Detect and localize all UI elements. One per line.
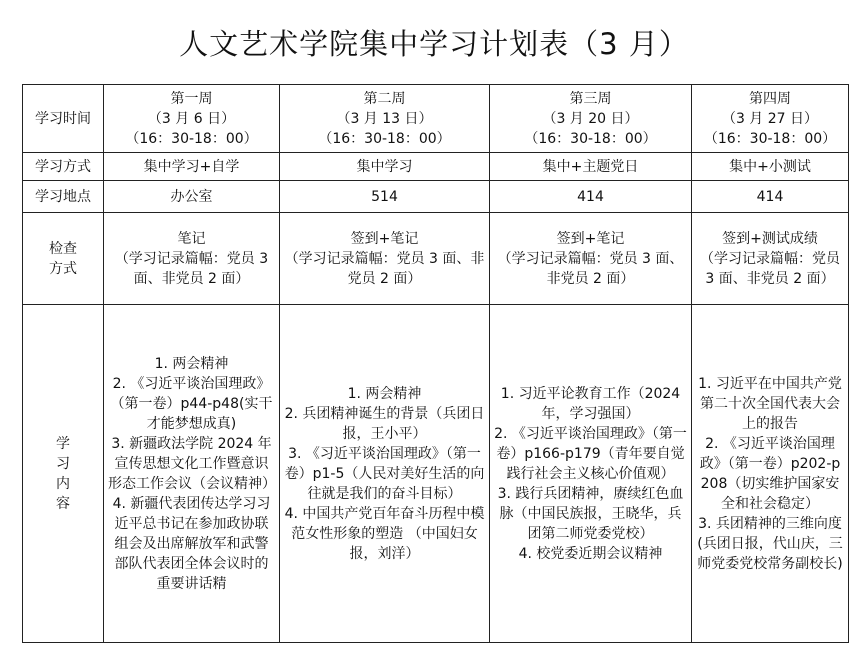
week-3-check-note: （学习记录篇幅：党员 3 面、非党员 2 面） [497, 250, 684, 287]
label-check-line-2: 方式 [49, 260, 77, 277]
week-2-content [280, 305, 490, 643]
week-4-content [692, 305, 849, 643]
label-check-line-1: 检查 [49, 240, 77, 257]
week-2-content-item-3: 3. 《习近平谈治国理政》（第一卷）p1-5（人民对美好生活的向往就是我们的奋斗目标） [284, 445, 485, 502]
week-2-method: 集中学习 [280, 153, 490, 181]
week-4-date: （3 月 27 日） [721, 110, 819, 127]
week-1-content-item-3: 3. 新疆政法学院 2024 年宣传思想文化工作暨意识形态工作会议（会议精神） [108, 435, 276, 492]
week-4-content-item-2: 2. 《习近平谈治国理政》（第一卷）p202-p208（切实维护国家安全和社会稳定） [699, 435, 841, 512]
week-3-content [490, 305, 692, 643]
week-1-place: 办公室 [104, 181, 280, 213]
label-content-char-1: 学 [56, 435, 70, 452]
week-2-content-item-1: 1. 两会精神 [347, 385, 422, 402]
row-place [23, 181, 849, 213]
week-1-check [104, 213, 280, 305]
label-method: 学习方式 [23, 153, 104, 181]
week-3-method: 集中+主题党日 [490, 153, 692, 181]
week-2-check-type: 签到+笔记 [350, 230, 419, 247]
week-2-check [280, 213, 490, 305]
week-4-place: 414 [692, 181, 849, 213]
week-2-name: 第二周 [363, 90, 406, 107]
week-1-head [104, 85, 280, 153]
week-4-time: （16：30-18：00） [703, 130, 837, 147]
week-4-check [692, 213, 849, 305]
label-content-char-4: 容 [56, 495, 70, 512]
study-plan-table [22, 84, 849, 643]
row-method [23, 153, 849, 181]
week-3-place: 414 [490, 181, 692, 213]
week-3-time: （16：30-18：00） [524, 130, 657, 147]
row-content [23, 305, 849, 643]
row-time [23, 85, 849, 153]
week-1-method: 集中学习+自学 [104, 153, 280, 181]
week-4-content-item-1: 1. 习近平在中国共产党第二十次全国代表大会上的报告 [698, 375, 842, 432]
week-1-content-item-2: 2. 《习近平谈治国理政》（第一卷）p44-p48(实干才能梦想成真) [110, 375, 273, 432]
week-3-name: 第三周 [569, 90, 612, 107]
week-1-name: 第一周 [170, 90, 213, 107]
week-2-content-item-4: 4. 中国共产党百年奋斗历程中模范女性形象的塑造 （中国妇女报，刘洋） [284, 505, 485, 562]
label-time: 学习时间 [23, 85, 104, 153]
week-2-place: 514 [280, 181, 490, 213]
week-3-content-item-2: 2. 《习近平谈治国理政》（第一卷）p166-p179（青年要自觉践行社会主义核心价值观） [494, 425, 687, 482]
week-4-head [692, 85, 849, 153]
week-3-content-item-1: 1. 习近平论教育工作（2024 年，学习强国） [500, 385, 681, 422]
week-3-check-type: 签到+笔记 [556, 230, 625, 247]
label-check [23, 213, 104, 305]
week-1-content-item-1: 1. 两会精神 [154, 355, 229, 372]
week-2-check-note: （学习记录篇幅：党员 3 面、非党员 2 面） [284, 250, 485, 287]
week-3-head [490, 85, 692, 153]
week-1-check-type: 笔记 [177, 230, 206, 247]
week-4-check-type: 签到+测试成绩 [722, 230, 818, 247]
week-3-date: （3 月 20 日） [542, 110, 639, 127]
week-1-date: （3 月 6 日） [147, 110, 236, 127]
week-4-content-item-3: 3. 兵团精神的三维向度(兵团日报，代山庆，三师党委党校常务副校长) [697, 515, 843, 572]
week-1-check-note: （学习记录篇幅：党员 3 面、非党员 2 面） [114, 250, 269, 287]
label-content-char-3: 内 [56, 475, 70, 492]
week-4-method: 集中+小测试 [692, 153, 849, 181]
week-1-content [104, 305, 280, 643]
week-1-content-item-4: 4. 新疆代表团传达学习习近平总书记在参加政协联组会及出席解放军和武警部队代表团全体会议时的重要讲话精 [112, 495, 271, 592]
week-2-content-item-2: 2. 兵团精神诞生的背景（兵团日报，王小平） [284, 405, 485, 442]
week-1-time: （16：30-18：00） [125, 130, 258, 147]
week-3-check [490, 213, 692, 305]
row-check [23, 213, 849, 305]
page-title: 人文艺术学院集中学习计划表（3 月） [179, 27, 689, 61]
label-content [23, 305, 104, 643]
week-4-name: 第四周 [749, 90, 791, 107]
week-3-content-item-3: 3. 践行兵团精神，赓续红色血脉（中国民族报，王晓华，兵团第二师党委党校） [497, 485, 684, 542]
label-place: 学习地点 [23, 181, 104, 213]
week-2-time: （16：30-18：00） [318, 130, 451, 147]
label-content-char-2: 习 [56, 455, 70, 472]
week-3-content-item-4: 4. 校党委近期会议精神 [518, 545, 663, 562]
week-2-head [280, 85, 490, 153]
week-2-date: （3 月 13 日） [336, 110, 433, 127]
week-4-check-note: （学习记录篇幅：党员 3 面、非党员 2 面） [700, 250, 840, 287]
